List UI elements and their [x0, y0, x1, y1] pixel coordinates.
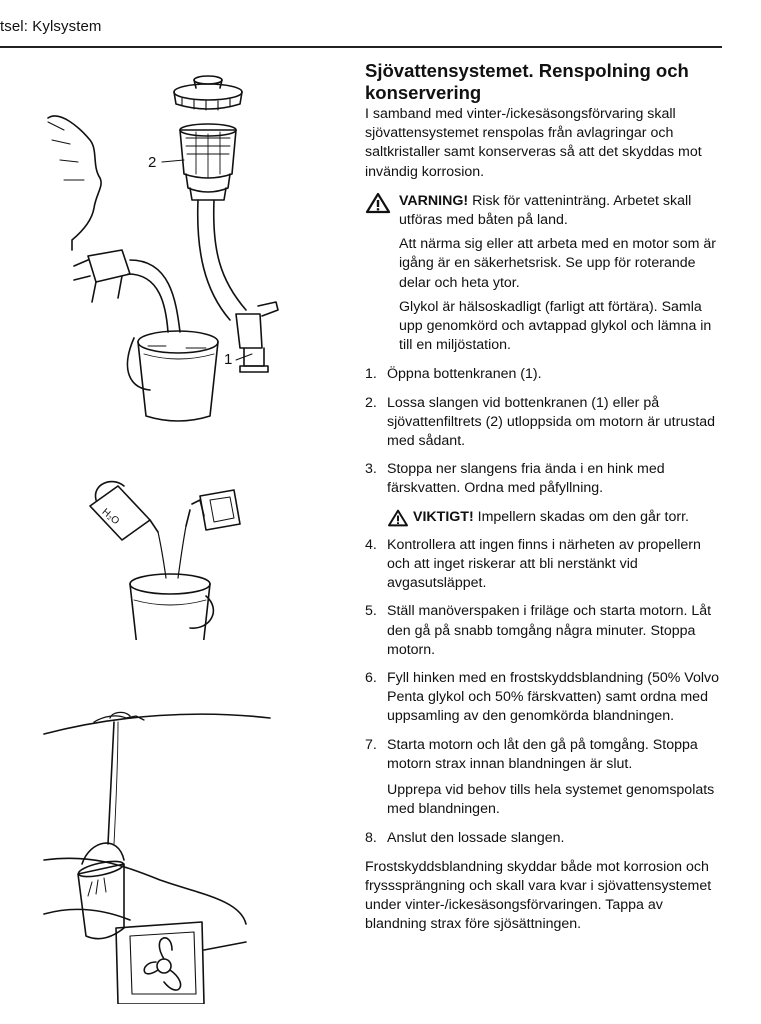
list-item: [365, 669, 723, 727]
header-title: tsel: Kylsystem: [0, 18, 102, 35]
step-text: Anslut den lossade slangen.: [387, 829, 565, 846]
step-number: 8.: [365, 829, 377, 846]
figure-seawater-filter-illustration: [0, 70, 350, 430]
warning-triangle-icon: [365, 192, 391, 214]
important-text: Impellern skadas om den går torr.: [477, 508, 689, 525]
figure-mixing-illustration: [0, 460, 350, 640]
list-item: [365, 460, 723, 527]
water-can-label: H₂O: [99, 506, 122, 528]
section-heading: Sjövattensystemet. Renspolning och konservering: [365, 60, 689, 103]
step-number: 3.: [365, 461, 377, 478]
warning-label: VARNING!: [399, 192, 469, 209]
warning-first: [399, 192, 723, 230]
step-number: 5.: [365, 603, 377, 620]
step-number: 1.: [365, 366, 377, 383]
list-item: [365, 365, 723, 384]
step-text: Öppna bottenkranen (1).: [387, 366, 542, 383]
content-column: [365, 60, 723, 935]
step-text: Starta motorn och låt den gå på tomgång. Stoppa motorn strax innan blandningen är slut.: [387, 736, 698, 772]
important-notice: [387, 508, 723, 527]
warning-block: [365, 192, 723, 356]
figure-hanging-bucket-illustration: [0, 704, 350, 1004]
step-7-extra-text: Upprepa vid behov tills hela systemet genomspolats med blandningen.: [387, 782, 715, 818]
warning-first-text: Risk för vatteninträng. Arbetet skall utföras med båten på land.: [399, 192, 692, 229]
step-number: 7.: [365, 736, 377, 753]
step-number: 6.: [365, 670, 377, 687]
list-item: [365, 536, 723, 594]
step-text: Ställ manöverspaken i friläge och starta motorn. Låt den gå på snabb tomgång några minuter. Stoppa motorn.: [387, 603, 712, 658]
intro-paragraph: I samband med vinter-/ickesäsongsförvaring skall sjövattensystemet renspolas från avlagringar och saltkristaller samt konserveras så att det skyddas mot invändig korrosion.: [365, 106, 702, 180]
list-item: [365, 602, 723, 660]
warning-paragraph-3: Glykol är hälsoskadligt (farligt att förtära). Samla upp genomkörd och avtappad glykol och lämna in till en miljöstation.: [399, 298, 712, 354]
page-header: [0, 0, 722, 48]
list-item: [365, 736, 723, 820]
step-number: 4.: [365, 536, 377, 553]
important-label: VIKTIGT!: [413, 508, 474, 525]
outro-paragraph: Frostskyddsblandning skyddar både mot korrosion och frysssprängning och skall vara kvar i sjövattensystemet under vinter-/ickesäsongsförvaringen. Tappa av blandning strax före sjösättningen.: [365, 858, 712, 933]
step-text: Stoppa ner slangens fria ända i en hink med färskvatten. Ordna med påfyllning.: [387, 461, 665, 497]
step-number: 2.: [365, 394, 377, 411]
callout-1: 1: [224, 351, 233, 368]
list-item: [365, 829, 723, 848]
warning-paragraph-2: Att närma sig eller att arbeta med en motor som är igång är en säkerhetsrisk. Se upp för roterande delar och heta ytor.: [399, 236, 716, 291]
step-text: Lossa slangen vid bottenkranen (1) eller på sjövattenfiltrets (2) utloppsida om motorn är utrustad med sådant.: [387, 394, 716, 450]
callout-2: 2: [148, 154, 157, 171]
steps-list: [365, 365, 723, 847]
list-item: [365, 394, 723, 452]
illustrations-column: [0, 50, 350, 1024]
important-triangle-icon: [387, 509, 409, 527]
step-text: Kontrollera att ingen finns i närheten av propellern och att inget riskerar att bli nerstänkt vid avgasutsläppet.: [387, 536, 701, 592]
step-text: Fyll hinken med en frostskyddsblandning (50% Volvo Penta glykol och 50% färskvatten) samt ordna med uppsamling av den genomkörda blandningen.: [387, 670, 720, 725]
